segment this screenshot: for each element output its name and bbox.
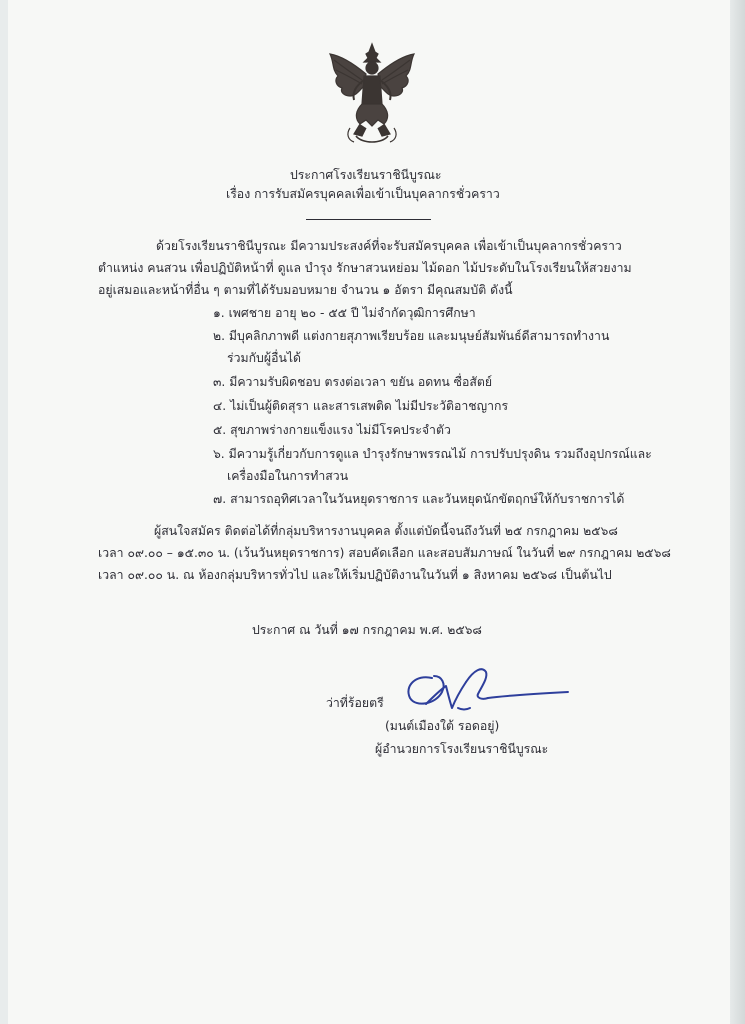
signatory-position: ผู้อำนวยการโรงเรียนราชินีบูรณะ bbox=[375, 742, 549, 756]
title-divider bbox=[306, 219, 431, 220]
qualification-item: ๗. สามารถอุทิศเวลาในวันหยุดราชการ และวันหยุดนักขัตฤกษ์ให้กับราชการได้ bbox=[213, 492, 625, 506]
school-announcement-title: ประกาศโรงเรียนราชินีบูรณะ bbox=[290, 168, 442, 182]
signatory-rank: ว่าที่ร้อยตรี bbox=[326, 696, 384, 710]
application-line-2: เวลา ๐๙.๐๐ – ๑๕.๓๐ น. (เว้นวันหยุดราชการ) สอบคัดเลือก และสอบสัมภาษณ์ ในวันที่ ๒๙ กรกฎาคม ๒๕๖๘ bbox=[98, 546, 671, 560]
qualification-item: ๔. ไม่เป็นผู้ติดสุรา และสารเสพติด ไม่มีประวัติอาชญากร bbox=[213, 399, 509, 413]
intro-line-3: อยู่เสมอและหน้าที่อื่น ๆ ตามที่ได้รับมอบหมาย จำนวน ๑ อัตรา มีคุณสมบัติ ดังนี้ bbox=[98, 283, 513, 297]
qualification-item: ๖. มีความรู้เกี่ยวกับการดูแล บำรุงรักษาพรรณไม้ การปรับปรุงดิน รวมถึงอุปกรณ์และ bbox=[213, 447, 652, 461]
qualification-item: ๓. มีความรับผิดชอบ ตรงต่อเวลา ขยัน อดทน ซื่อสัตย์ bbox=[213, 375, 493, 389]
intro-line-2: ตำแหน่ง คนสวน เพื่อปฏิบัติหน้าที่ ดูแล บำรุง รักษาสวนหย่อม ไม้ดอก ไม้ประดับในโรงเรียนให้สวยงาม bbox=[98, 261, 632, 275]
qualification-item-continuation: ร่วมกับผู้อื่นได้ bbox=[227, 351, 302, 365]
qualification-item: ๒. มีบุคลิกภาพดี แต่งกายสุภาพเรียบร้อย และมนุษย์สัมพันธ์ดีสามารถทำงาน bbox=[213, 329, 610, 343]
announcement-document bbox=[8, 0, 730, 1024]
announced-date: ประกาศ ณ วันที่ ๑๗ กรกฎาคม พ.ศ. ๒๕๖๘ bbox=[252, 623, 482, 637]
garuda-emblem-icon bbox=[326, 40, 418, 145]
qualification-item: ๕. สุขภาพร่างกายแข็งแรง ไม่มีโรคประจำตัว bbox=[213, 423, 451, 437]
intro-line-1: ด้วยโรงเรียนราชินีบูรณะ มีความประสงค์ที่จะรับสมัครบุคคล เพื่อเข้าเป็นบุคลากรชั่วคราว bbox=[156, 239, 622, 253]
application-line-1: ผู้สนใจสมัคร ติดต่อได้ที่กลุ่มบริหารงานบุคคล ตั้งแต่บัดนี้จนถึงวันที่ ๒๕ กรกฎาคม ๒๕๖๘ bbox=[154, 524, 618, 538]
paper-edge-shadow bbox=[730, 0, 745, 1024]
application-line-3: เวลา ๐๙.๐๐ น. ณ ห้องกลุ่มบริหารทั่วไป และให้เริ่มปฏิบัติงานในวันที่ ๑ สิงหาคม ๒๕๖๘ เป็นต้นไป bbox=[98, 568, 612, 582]
qualification-item: ๑. เพศชาย อายุ ๒๐ - ๕๕ ปี ไม่จำกัดวุฒิการศึกษา bbox=[213, 306, 476, 320]
signatory-name: (มนต์เมืองใต้ รอดอยู่) bbox=[385, 719, 500, 733]
qualification-item-continuation: เครื่องมือในการทำสวน bbox=[227, 469, 349, 483]
announcement-subject: เรื่อง การรับสมัครบุคคลเพื่อเข้าเป็นบุคลากรชั่วคราว bbox=[226, 187, 500, 201]
